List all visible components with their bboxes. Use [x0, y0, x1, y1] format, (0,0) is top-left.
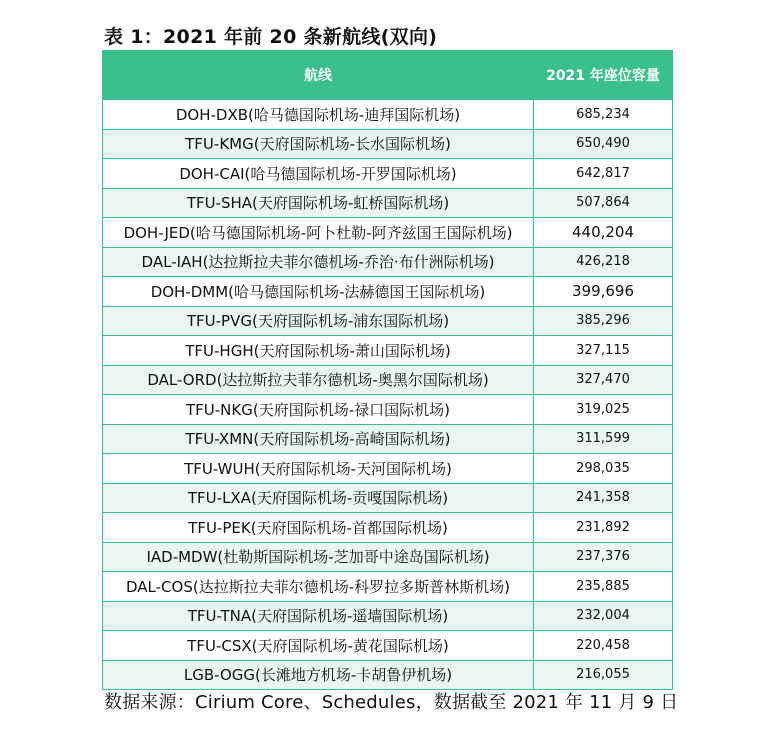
- route-cell: TFU-NKG(天府国际机场-禄口国际机场): [103, 395, 534, 425]
- table-row: [103, 306, 673, 336]
- route-cell: DOH-CAI(哈马德国际机场-开罗国际机场): [103, 159, 534, 189]
- table-row: [103, 660, 673, 690]
- capacity-cell: 319,025: [534, 395, 673, 425]
- table-row: [103, 513, 673, 543]
- table-row: [103, 483, 673, 513]
- column-header-capacity: 2021 年座位容量: [534, 51, 673, 100]
- capacity-cell: 650,490: [534, 129, 673, 159]
- table-header-row: [103, 51, 673, 100]
- capacity-cell: 220,458: [534, 631, 673, 661]
- capacity-cell: 399,696: [534, 277, 673, 307]
- route-cell: TFU-CSX(天府国际机场-黄花国际机场): [103, 631, 534, 661]
- capacity-cell: 231,892: [534, 513, 673, 543]
- capacity-cell: 235,885: [534, 572, 673, 602]
- capacity-cell: 327,115: [534, 336, 673, 366]
- capacity-cell: 311,599: [534, 424, 673, 454]
- capacity-cell: 440,204: [534, 218, 673, 248]
- table-row: [103, 454, 673, 484]
- table-caption: 表 1：2021 年前 20 条新航线(双向): [104, 26, 438, 48]
- table-row: [103, 277, 673, 307]
- capacity-cell: 426,218: [534, 247, 673, 277]
- route-cell: TFU-SHA(天府国际机场-虹桥国际机场): [103, 188, 534, 218]
- route-cell: DOH-DXB(哈马德国际机场-迪拜国际机场): [103, 100, 534, 130]
- capacity-cell: 232,004: [534, 601, 673, 631]
- capacity-cell: 327,470: [534, 365, 673, 395]
- table-row: [103, 424, 673, 454]
- route-cell: IAD-MDW(杜勒斯国际机场-芝加哥中途岛国际机场): [103, 542, 534, 572]
- capacity-cell: 685,234: [534, 100, 673, 130]
- capacity-cell: 298,035: [534, 454, 673, 484]
- route-cell: LGB-OGG(长滩地方机场-卡胡鲁伊机场): [103, 660, 534, 690]
- table-row: [103, 218, 673, 248]
- route-cell: TFU-XMN(天府国际机场-高崎国际机场): [103, 424, 534, 454]
- route-cell: TFU-PEK(天府国际机场-首都国际机场): [103, 513, 534, 543]
- capacity-cell: 237,376: [534, 542, 673, 572]
- table-row: [103, 631, 673, 661]
- capacity-cell: 241,358: [534, 483, 673, 513]
- table-row: [103, 159, 673, 189]
- route-cell: TFU-HGH(天府国际机场-萧山国际机场): [103, 336, 534, 366]
- table-body: [103, 100, 673, 690]
- route-cell: DAL-IAH(达拉斯拉夫菲尔德机场-乔治·布什洲际机场): [103, 247, 534, 277]
- table-row: [103, 129, 673, 159]
- table-row: [103, 247, 673, 277]
- table-row: [103, 365, 673, 395]
- route-cell: TFU-WUH(天府国际机场-天河国际机场): [103, 454, 534, 484]
- route-cell: DAL-COS(达拉斯拉夫菲尔德机场-科罗拉多斯普林斯机场): [103, 572, 534, 602]
- table-row: [103, 601, 673, 631]
- column-header-route: 航线: [103, 51, 534, 100]
- capacity-cell: 216,055: [534, 660, 673, 690]
- routes-table: [102, 50, 673, 690]
- route-cell: TFU-TNA(天府国际机场-遥墙国际机场): [103, 601, 534, 631]
- route-cell: TFU-PVG(天府国际机场-浦东国际机场): [103, 306, 534, 336]
- route-cell: TFU-KMG(天府国际机场-长水国际机场): [103, 129, 534, 159]
- route-cell: DOH-JED(哈马德国际机场-阿卜杜勒-阿齐兹国王国际机场): [103, 218, 534, 248]
- capacity-cell: 507,864: [534, 188, 673, 218]
- table-row: [103, 395, 673, 425]
- table-row: [103, 100, 673, 130]
- table-row: [103, 188, 673, 218]
- table-row: [103, 572, 673, 602]
- route-cell: DOH-DMM(哈马德国际机场-法赫德国王国际机场): [103, 277, 534, 307]
- data-source-note: 数据来源：Cirium Core、Schedules，数据截至 2021 年 11 月 9 日: [104, 692, 679, 713]
- route-cell: DAL-ORD(达拉斯拉夫菲尔德机场-奥黑尔国际机场): [103, 365, 534, 395]
- route-cell: TFU-LXA(天府国际机场-贡嘎国际机场): [103, 483, 534, 513]
- capacity-cell: 642,817: [534, 159, 673, 189]
- table-row: [103, 336, 673, 366]
- capacity-cell: 385,296: [534, 306, 673, 336]
- table-row: [103, 542, 673, 572]
